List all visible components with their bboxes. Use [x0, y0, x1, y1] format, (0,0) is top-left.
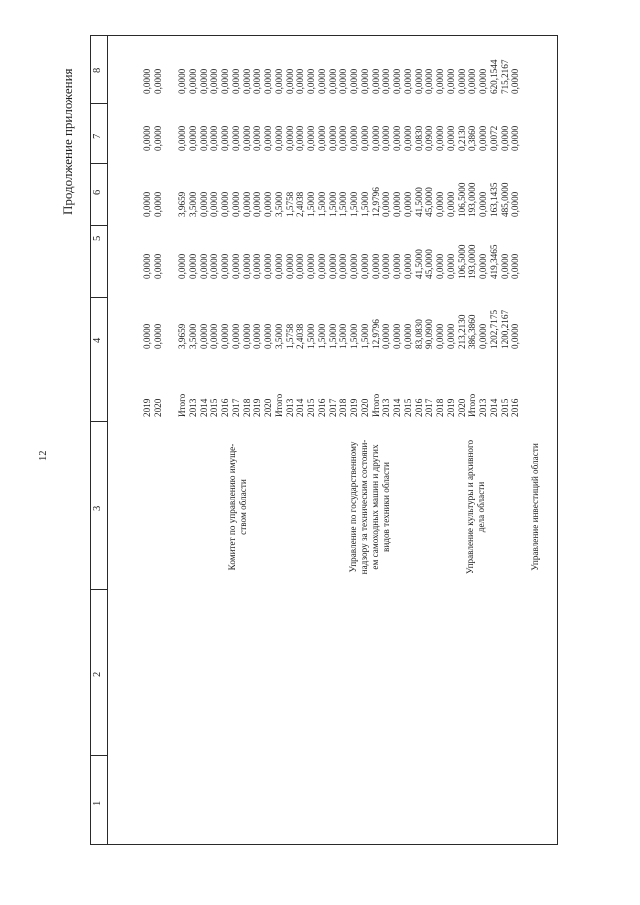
- year-cell: 2013: [284, 398, 295, 417]
- value-cell: 90,0900: [424, 319, 435, 349]
- value-cell: 0,0000: [198, 253, 209, 279]
- year-cell: 2014: [488, 398, 499, 417]
- value-cell: 1,5000: [338, 323, 349, 349]
- value-cell: 2,4038: [295, 323, 306, 349]
- year-cell: 2018: [241, 398, 252, 417]
- column-header: 5: [92, 235, 103, 241]
- value-cell: 0,0000: [327, 68, 338, 94]
- value-cell: 0,0000: [209, 68, 220, 94]
- value-cell: 0,0000: [316, 68, 327, 94]
- column-divider: [91, 421, 107, 422]
- column-header: 2: [92, 671, 103, 677]
- value-cell: 1,5000: [338, 191, 349, 217]
- value-cell: 0,0000: [198, 323, 209, 349]
- value-cell: 0,0000: [306, 68, 316, 94]
- year-cell: 2014: [198, 398, 209, 417]
- value-cell: 0,0000: [445, 68, 456, 94]
- value-cell: 3,5000: [273, 191, 284, 217]
- value-cell: 0,0000: [273, 68, 284, 94]
- value-cell: 3,9659: [177, 191, 187, 217]
- value-cell: 0,0000: [187, 125, 198, 151]
- value-cell: 0,2130: [456, 125, 467, 151]
- year-cell: 2019: [349, 398, 359, 417]
- value-cell: 0,0000: [392, 323, 402, 349]
- year-cell: 2020: [359, 398, 370, 417]
- value-cell: 0,0000: [445, 191, 456, 217]
- value-cell: 0,0000: [392, 253, 402, 279]
- value-cell: 0,0000: [456, 68, 467, 94]
- year-cell: Итого: [273, 393, 284, 417]
- value-cell: 0,0000: [153, 68, 163, 94]
- column-header: 6: [92, 189, 103, 195]
- column-divider: [91, 103, 107, 104]
- value-cell: 419,3465: [488, 244, 499, 279]
- value-cell: 0,0000: [187, 68, 198, 94]
- value-cell: 41,5000: [413, 249, 424, 279]
- organization-name-line: Комитет по управлению имуще-: [227, 443, 237, 571]
- value-cell: 0,0000: [142, 323, 152, 349]
- value-cell: 1200,2167: [499, 309, 510, 349]
- value-cell: 0,0000: [359, 68, 370, 94]
- value-cell: 0,0000: [263, 125, 273, 151]
- value-cell: 0,0000: [263, 253, 273, 279]
- value-cell: 0,0000: [187, 253, 198, 279]
- year-cell: 2016: [510, 398, 521, 417]
- value-cell: 0,0000: [445, 125, 456, 151]
- value-cell: 0,0000: [220, 323, 230, 349]
- value-cell: 0,0830: [413, 125, 424, 151]
- value-cell: 0,0000: [209, 191, 220, 217]
- value-cell: 3,5000: [273, 323, 284, 349]
- year-cell: 2020: [153, 398, 163, 417]
- value-cell: 193,0000: [467, 182, 478, 217]
- value-cell: 0,0000: [510, 253, 521, 279]
- value-cell: 1,5000: [327, 323, 338, 349]
- year-cell: 2016: [220, 398, 230, 417]
- header-row-divider: [107, 36, 108, 844]
- year-cell: 2016: [413, 398, 424, 417]
- value-cell: 620,1544: [488, 59, 499, 94]
- value-cell: 106,5000: [456, 182, 467, 217]
- value-cell: 0,0000: [478, 68, 488, 94]
- value-cell: 2,4038: [295, 191, 306, 217]
- value-cell: 213,2130: [456, 314, 467, 349]
- value-cell: 0,0000: [445, 323, 456, 349]
- value-cell: 0,0000: [402, 68, 413, 94]
- value-cell: 1,5000: [327, 191, 338, 217]
- value-cell: 0,0000: [220, 253, 230, 279]
- column-header: 3: [92, 505, 103, 511]
- year-cell: 2014: [295, 398, 306, 417]
- value-cell: 1,5000: [359, 191, 370, 217]
- value-cell: 0,0000: [241, 323, 252, 349]
- value-cell: 45,0000: [424, 249, 435, 279]
- value-cell: 1,5000: [306, 191, 316, 217]
- organization-name-line: ем самоходных машин и других: [370, 444, 380, 570]
- page-number: 12: [38, 450, 49, 461]
- year-cell: 2019: [142, 398, 152, 417]
- value-cell: 0,0000: [177, 125, 187, 151]
- value-cell: 0,0000: [349, 253, 359, 279]
- year-cell: 2014: [392, 398, 402, 417]
- value-cell: 0,0000: [198, 125, 209, 151]
- value-cell: 0,0000: [209, 323, 220, 349]
- year-cell: 2017: [327, 398, 338, 417]
- value-cell: 0,0000: [338, 68, 349, 94]
- value-cell: 0,0000: [230, 125, 241, 151]
- value-cell: 0,0000: [230, 253, 241, 279]
- value-cell: 0,0900: [424, 125, 435, 151]
- value-cell: 0,0000: [316, 125, 327, 151]
- value-cell: 0,0000: [295, 125, 306, 151]
- value-cell: 0,0000: [241, 191, 252, 217]
- organization-name-line: Управление по государственному: [348, 441, 358, 573]
- value-cell: 0,0000: [252, 191, 263, 217]
- value-cell: 0,0000: [392, 125, 402, 151]
- value-cell: 0,0000: [153, 125, 163, 151]
- value-cell: 1,5000: [316, 191, 327, 217]
- value-cell: 1202,7175: [488, 309, 499, 349]
- value-cell: 0,0000: [209, 253, 220, 279]
- organization-name: [348, 427, 392, 587]
- value-cell: 0,0000: [381, 253, 392, 279]
- value-cell: 0,3860: [467, 125, 478, 151]
- year-cell: Итого: [370, 393, 381, 417]
- value-cell: 0,0000: [230, 323, 241, 349]
- value-cell: 0,0000: [392, 191, 402, 217]
- year-cell: 2015: [306, 398, 316, 417]
- value-cell: 0,0000: [306, 125, 316, 151]
- year-cell: 2020: [456, 398, 467, 417]
- value-cell: 0,0000: [198, 191, 209, 217]
- value-cell: 0,0000: [478, 253, 488, 279]
- value-cell: 0,0000: [295, 68, 306, 94]
- organization-name: [227, 427, 249, 587]
- value-cell: 0,0000: [153, 323, 163, 349]
- value-cell: 0,0000: [220, 191, 230, 217]
- value-cell: 0,0000: [435, 191, 445, 217]
- value-cell: 1,5758: [284, 323, 295, 349]
- value-cell: 0,0000: [349, 68, 359, 94]
- value-cell: 0,0000: [273, 125, 284, 151]
- value-cell: 0,0000: [478, 191, 488, 217]
- value-cell: 0,0000: [370, 68, 381, 94]
- value-cell: 0,0000: [142, 191, 152, 217]
- value-cell: 0,0000: [402, 125, 413, 151]
- value-cell: 1,5000: [359, 323, 370, 349]
- organization-name: [530, 427, 541, 587]
- year-cell: 2020: [263, 398, 273, 417]
- value-cell: 0,0072: [488, 125, 499, 151]
- year-cell: 2013: [478, 398, 488, 417]
- value-cell: 0,0000: [142, 125, 152, 151]
- value-cell: 0,0000: [467, 68, 478, 94]
- year-cell: 2017: [424, 398, 435, 417]
- value-cell: 0,0000: [402, 323, 413, 349]
- value-cell: 485,0000: [499, 182, 510, 217]
- value-cell: 0,0000: [435, 323, 445, 349]
- column-divider: [91, 297, 107, 298]
- value-cell: 0,0000: [413, 68, 424, 94]
- year-cell: 2013: [187, 398, 198, 417]
- value-cell: 1,5000: [349, 323, 359, 349]
- value-cell: 0,0000: [402, 253, 413, 279]
- column-divider: [91, 589, 107, 590]
- value-cell: 0,0000: [435, 253, 445, 279]
- continuation-title: Продолжение приложения: [60, 68, 75, 215]
- value-cell: 0,0000: [142, 253, 152, 279]
- value-cell: 0,0000: [177, 68, 187, 94]
- data-table: [90, 35, 558, 845]
- column-header: 7: [92, 133, 103, 139]
- value-cell: 0,0000: [142, 68, 152, 94]
- column-header: 1: [92, 800, 103, 806]
- value-cell: 0,0000: [338, 125, 349, 151]
- organization-name-line: Управление инвестиций области: [530, 443, 540, 571]
- year-cell: 2013: [381, 398, 392, 417]
- value-cell: 0,0000: [370, 125, 381, 151]
- column-header: 8: [92, 67, 103, 73]
- value-cell: 0,0000: [177, 253, 187, 279]
- value-cell: 3,9659: [177, 323, 187, 349]
- value-cell: 0,0000: [284, 253, 295, 279]
- value-cell: 0,0000: [381, 191, 392, 217]
- value-cell: 0,0000: [510, 125, 521, 151]
- value-cell: 0,0000: [230, 191, 241, 217]
- year-cell: 2017: [230, 398, 241, 417]
- value-cell: 193,0000: [467, 244, 478, 279]
- value-cell: 0,0000: [381, 125, 392, 151]
- value-cell: 0,0000: [370, 253, 381, 279]
- value-cell: 0,0000: [153, 191, 163, 217]
- value-cell: 1,5000: [306, 323, 316, 349]
- value-cell: 0,0000: [338, 253, 349, 279]
- value-cell: 0,0000: [402, 191, 413, 217]
- value-cell: 0,0000: [327, 125, 338, 151]
- value-cell: 0,0000: [241, 125, 252, 151]
- value-cell: 0,0000: [445, 253, 456, 279]
- value-cell: 0,0000: [435, 125, 445, 151]
- value-cell: 0,0000: [209, 125, 220, 151]
- value-cell: 0,0000: [220, 125, 230, 151]
- year-cell: 2019: [445, 398, 456, 417]
- value-cell: 386,3860: [467, 314, 478, 349]
- value-cell: 0,0000: [263, 323, 273, 349]
- organization-name-line: Управление культуры и архивного: [465, 439, 475, 575]
- value-cell: 0,0000: [499, 125, 510, 151]
- year-cell: Итого: [177, 393, 187, 417]
- value-cell: 1,5758: [284, 191, 295, 217]
- column-divider: [91, 163, 107, 164]
- value-cell: 715,2167: [499, 59, 510, 94]
- value-cell: 0,0000: [381, 323, 392, 349]
- value-cell: 0,0000: [295, 253, 306, 279]
- value-cell: 0,0000: [510, 68, 521, 94]
- value-cell: 12,9796: [370, 187, 381, 217]
- value-cell: 45,0000: [424, 187, 435, 217]
- value-cell: 106,5000: [456, 244, 467, 279]
- value-cell: 0,0000: [359, 125, 370, 151]
- value-cell: 0,0000: [284, 68, 295, 94]
- year-cell: 2019: [252, 398, 263, 417]
- year-cell: 2015: [402, 398, 413, 417]
- year-cell: 2016: [316, 398, 327, 417]
- value-cell: 0,0000: [510, 191, 521, 217]
- value-cell: 0,0000: [220, 68, 230, 94]
- column-divider: [91, 755, 107, 756]
- value-cell: 1,5000: [316, 323, 327, 349]
- value-cell: 3,5000: [187, 191, 198, 217]
- value-cell: 0,0000: [241, 68, 252, 94]
- value-cell: 0,0000: [230, 68, 241, 94]
- organization-name-line: надзору за техническим состояни-: [359, 439, 369, 575]
- value-cell: 0,0000: [327, 253, 338, 279]
- value-cell: 0,0000: [359, 253, 370, 279]
- value-cell: 0,0000: [381, 68, 392, 94]
- year-cell: 2015: [209, 398, 220, 417]
- value-cell: 83,0830: [413, 319, 424, 349]
- value-cell: 0,0000: [478, 323, 488, 349]
- organization-name-line: ством области: [238, 479, 248, 535]
- value-cell: 0,0000: [349, 125, 359, 151]
- year-cell: 2015: [499, 398, 510, 417]
- year-cell: 2018: [435, 398, 445, 417]
- value-cell: 0,0000: [499, 253, 510, 279]
- value-cell: 0,0000: [424, 68, 435, 94]
- column-header: 4: [92, 337, 103, 343]
- value-cell: 0,0000: [252, 323, 263, 349]
- value-cell: 0,0000: [252, 253, 263, 279]
- value-cell: 0,0000: [252, 68, 263, 94]
- value-cell: 0,0000: [198, 68, 209, 94]
- year-cell: 2018: [338, 398, 349, 417]
- organization-name-line: дела области: [476, 481, 486, 533]
- value-cell: 1,5000: [349, 191, 359, 217]
- organization-name: [465, 427, 487, 587]
- value-cell: 41,5000: [413, 187, 424, 217]
- value-cell: 0,0000: [316, 253, 327, 279]
- value-cell: 0,0000: [252, 125, 263, 151]
- value-cell: 0,0000: [241, 253, 252, 279]
- value-cell: 0,0000: [153, 253, 163, 279]
- column-divider: [91, 225, 107, 226]
- value-cell: 0,0000: [263, 191, 273, 217]
- value-cell: 0,0000: [510, 323, 521, 349]
- value-cell: 0,0000: [478, 125, 488, 151]
- value-cell: 163,1435: [488, 182, 499, 217]
- value-cell: 0,0000: [263, 68, 273, 94]
- value-cell: 3,5000: [187, 323, 198, 349]
- value-cell: 12,9796: [370, 319, 381, 349]
- year-cell: Итого: [467, 393, 478, 417]
- value-cell: 0,0000: [435, 68, 445, 94]
- organization-name-line: видов техники области: [381, 462, 391, 552]
- value-cell: 0,0000: [306, 253, 316, 279]
- value-cell: 0,0000: [392, 68, 402, 94]
- value-cell: 0,0000: [284, 125, 295, 151]
- value-cell: 0,0000: [273, 253, 284, 279]
